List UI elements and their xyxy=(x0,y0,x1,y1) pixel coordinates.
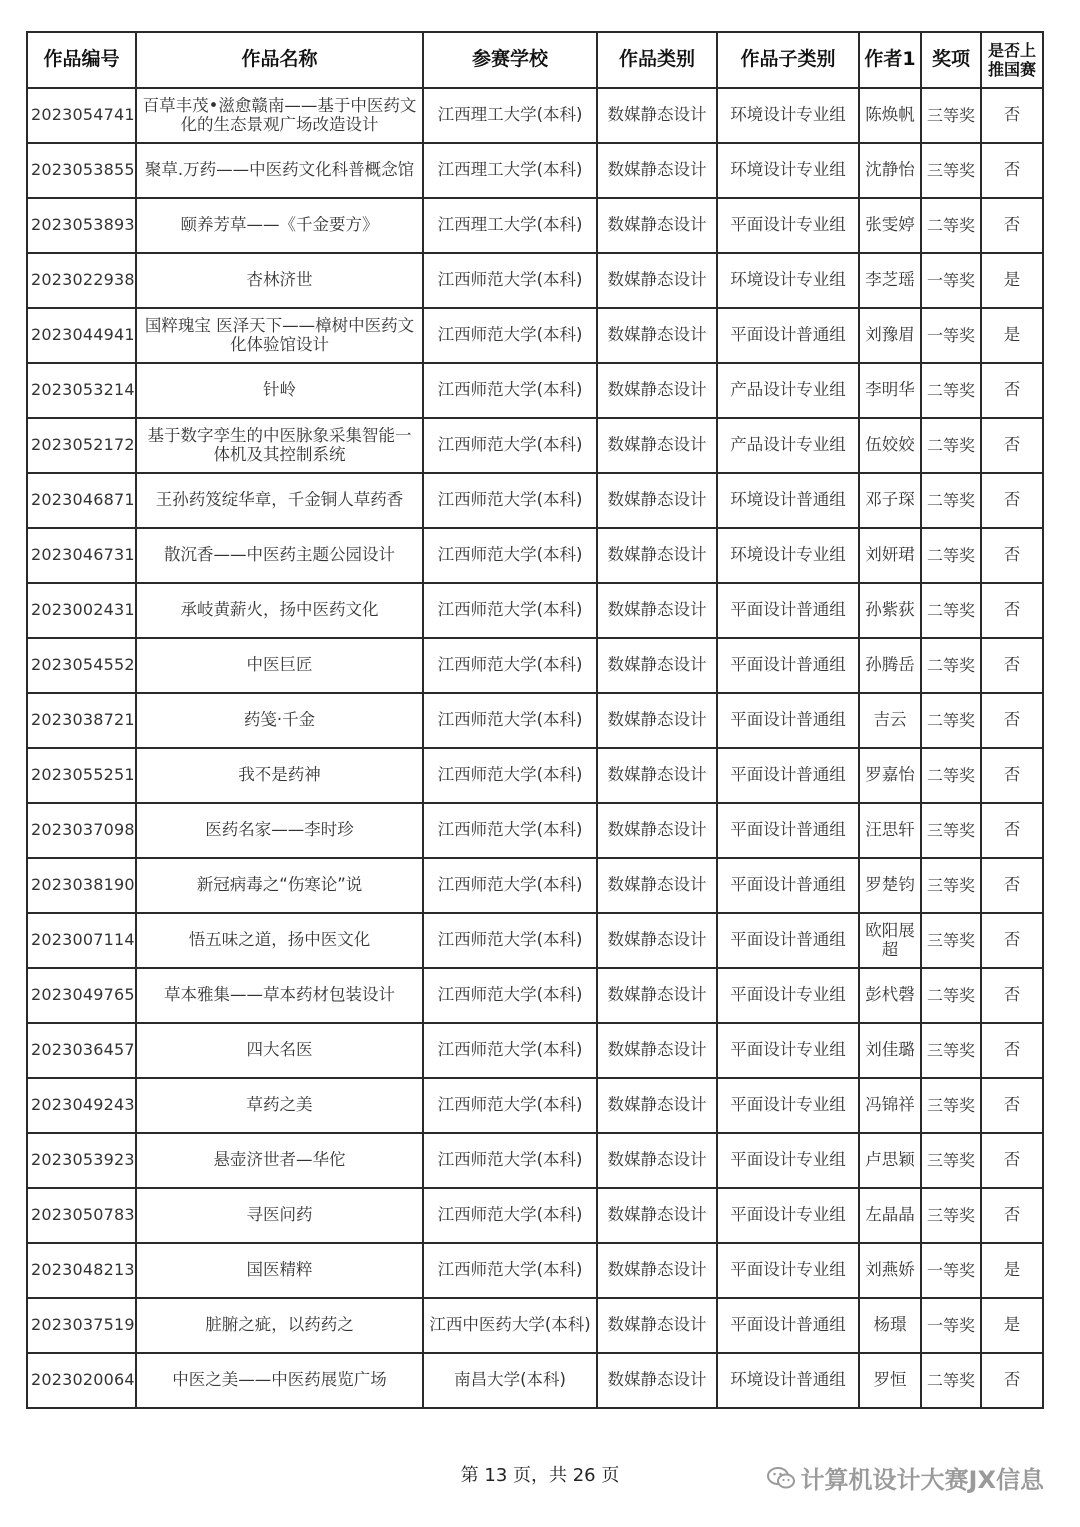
cell-category: 数媒静态设计 xyxy=(597,583,717,638)
table-row xyxy=(27,913,1043,968)
cell-school: 江西师范大学(本科) xyxy=(423,528,597,583)
cell-author: 李明华 xyxy=(859,363,921,418)
cell-national-promotion: 否 xyxy=(981,858,1043,913)
cell-author: 卢思颖 xyxy=(859,1133,921,1188)
cell-school: 江西理工大学(本科) xyxy=(423,143,597,198)
cell-work-name: 百草丰茂•滋愈赣南——基于中医药文化的生态景观广场改造设计 xyxy=(136,88,423,143)
watermark xyxy=(767,1460,1044,1495)
cell-work-name: 基于数字孪生的中医脉象采集智能一体机及其控制系统 xyxy=(136,418,423,473)
cell-work-name: 中医巨匠 xyxy=(136,638,423,693)
cell-school: 江西师范大学(本科) xyxy=(423,1243,597,1298)
cell-award: 二等奖 xyxy=(921,418,981,473)
table-row xyxy=(27,693,1043,748)
cell-school: 江西师范大学(本科) xyxy=(423,693,597,748)
cell-award: 二等奖 xyxy=(921,693,981,748)
cell-school: 江西师范大学(本科) xyxy=(423,748,597,803)
cell-work-name: 针岭 xyxy=(136,363,423,418)
table-row xyxy=(27,583,1043,638)
table-row xyxy=(27,253,1043,308)
cell-subcategory: 平面设计普通组 xyxy=(717,748,859,803)
table-row xyxy=(27,1298,1043,1353)
cell-work-id: 2023036457 xyxy=(27,1023,136,1078)
table-row xyxy=(27,528,1043,583)
cell-work-name: 颐养芳草——《千金要方》 xyxy=(136,198,423,253)
cell-national-promotion: 否 xyxy=(981,803,1043,858)
cell-award: 三等奖 xyxy=(921,143,981,198)
cell-category: 数媒静态设计 xyxy=(597,1188,717,1243)
cell-work-id: 2023053214 xyxy=(27,363,136,418)
cell-author: 杨璟 xyxy=(859,1298,921,1353)
cell-school: 江西师范大学(本科) xyxy=(423,473,597,528)
cell-work-name: 中医之美——中医药展览广场 xyxy=(136,1353,423,1408)
cell-category: 数媒静态设计 xyxy=(597,363,717,418)
cell-work-id: 2023044941 xyxy=(27,308,136,363)
cell-work-name: 聚草.万药——中医药文化科普概念馆 xyxy=(136,143,423,198)
cell-category: 数媒静态设计 xyxy=(597,1023,717,1078)
cell-category: 数媒静态设计 xyxy=(597,308,717,363)
cell-school: 江西师范大学(本科) xyxy=(423,913,597,968)
cell-school: 江西师范大学(本科) xyxy=(423,253,597,308)
cell-author: 孙腾岳 xyxy=(859,638,921,693)
cell-school: 江西中医药大学(本科) xyxy=(423,1298,597,1353)
cell-category: 数媒静态设计 xyxy=(597,473,717,528)
cell-subcategory: 环境设计专业组 xyxy=(717,528,859,583)
cell-school: 江西师范大学(本科) xyxy=(423,583,597,638)
cell-subcategory: 环境设计普通组 xyxy=(717,1353,859,1408)
header-category: 作品类别 xyxy=(597,32,717,88)
table-row xyxy=(27,1023,1043,1078)
table-row xyxy=(27,1188,1043,1243)
cell-category: 数媒静态设计 xyxy=(597,968,717,1023)
cell-school: 江西师范大学(本科) xyxy=(423,1133,597,1188)
table-row xyxy=(27,968,1043,1023)
cell-category: 数媒静态设计 xyxy=(597,1353,717,1408)
cell-national-promotion: 否 xyxy=(981,473,1043,528)
cell-work-name: 草药之美 xyxy=(136,1078,423,1133)
cell-author: 吉云 xyxy=(859,693,921,748)
cell-national-promotion: 否 xyxy=(981,968,1043,1023)
table-header-row xyxy=(27,32,1043,88)
cell-subcategory: 环境设计专业组 xyxy=(717,253,859,308)
cell-subcategory: 平面设计专业组 xyxy=(717,1023,859,1078)
cell-subcategory: 平面设计普通组 xyxy=(717,913,859,968)
header-school: 参赛学校 xyxy=(423,32,597,88)
cell-award: 一等奖 xyxy=(921,1243,981,1298)
cell-national-promotion: 否 xyxy=(981,528,1043,583)
cell-author: 刘佳璐 xyxy=(859,1023,921,1078)
cell-work-name: 王孙药笈绽华章，千金铜人草药香 xyxy=(136,473,423,528)
header-author: 作者1 xyxy=(859,32,921,88)
cell-author: 欧阳展超 xyxy=(859,913,921,968)
cell-work-name: 脏腑之疵，以药药之 xyxy=(136,1298,423,1353)
cell-work-id: 2023055251 xyxy=(27,748,136,803)
cell-work-id: 2023053855 xyxy=(27,143,136,198)
cell-award: 三等奖 xyxy=(921,858,981,913)
cell-work-id: 2023053893 xyxy=(27,198,136,253)
cell-award: 一等奖 xyxy=(921,308,981,363)
cell-category: 数媒静态设计 xyxy=(597,1243,717,1298)
cell-award: 三等奖 xyxy=(921,88,981,143)
cell-award: 三等奖 xyxy=(921,1078,981,1133)
table-row xyxy=(27,1078,1043,1133)
cell-national-promotion: 否 xyxy=(981,913,1043,968)
cell-award: 三等奖 xyxy=(921,1188,981,1243)
cell-subcategory: 平面设计普通组 xyxy=(717,638,859,693)
cell-work-name: 药笺·千金 xyxy=(136,693,423,748)
cell-subcategory: 平面设计专业组 xyxy=(717,968,859,1023)
cell-category: 数媒静态设计 xyxy=(597,1298,717,1353)
cell-award: 三等奖 xyxy=(921,1133,981,1188)
cell-work-id: 2023037098 xyxy=(27,803,136,858)
cell-national-promotion: 否 xyxy=(981,143,1043,198)
cell-award: 三等奖 xyxy=(921,913,981,968)
cell-category: 数媒静态设计 xyxy=(597,198,717,253)
cell-work-name: 草本雅集——草本药材包装设计 xyxy=(136,968,423,1023)
cell-category: 数媒静态设计 xyxy=(597,253,717,308)
table-row xyxy=(27,143,1043,198)
cell-national-promotion: 否 xyxy=(981,1353,1043,1408)
cell-subcategory: 平面设计专业组 xyxy=(717,1133,859,1188)
table-row xyxy=(27,803,1043,858)
cell-national-promotion: 是 xyxy=(981,1298,1043,1353)
cell-category: 数媒静态设计 xyxy=(597,913,717,968)
awards-table xyxy=(26,31,1044,1409)
wechat-icon xyxy=(767,1466,795,1490)
table-row xyxy=(27,198,1043,253)
cell-author: 罗恒 xyxy=(859,1353,921,1408)
cell-work-name: 散沉香——中医药主题公园设计 xyxy=(136,528,423,583)
cell-subcategory: 平面设计普通组 xyxy=(717,803,859,858)
cell-award: 二等奖 xyxy=(921,1353,981,1408)
cell-national-promotion: 否 xyxy=(981,418,1043,473)
cell-work-id: 2023038190 xyxy=(27,858,136,913)
cell-national-promotion: 否 xyxy=(981,88,1043,143)
cell-author: 刘豫眉 xyxy=(859,308,921,363)
cell-author: 孙紫荻 xyxy=(859,583,921,638)
table-row xyxy=(27,1133,1043,1188)
watermark-text: 计算机设计大赛JX信息 xyxy=(800,1466,1044,1494)
cell-national-promotion: 是 xyxy=(981,253,1043,308)
cell-subcategory: 平面设计普通组 xyxy=(717,1298,859,1353)
cell-school: 江西师范大学(本科) xyxy=(423,308,597,363)
cell-national-promotion: 否 xyxy=(981,583,1043,638)
cell-subcategory: 平面设计普通组 xyxy=(717,583,859,638)
cell-category: 数媒静态设计 xyxy=(597,1133,717,1188)
cell-school: 江西师范大学(本科) xyxy=(423,858,597,913)
cell-author: 冯锦祥 xyxy=(859,1078,921,1133)
table-row xyxy=(27,1353,1043,1408)
cell-subcategory: 平面设计专业组 xyxy=(717,1078,859,1133)
cell-work-id: 2023048213 xyxy=(27,1243,136,1298)
cell-subcategory: 环境设计专业组 xyxy=(717,143,859,198)
cell-award: 二等奖 xyxy=(921,638,981,693)
cell-subcategory: 环境设计专业组 xyxy=(717,88,859,143)
cell-work-id: 2023049765 xyxy=(27,968,136,1023)
cell-subcategory: 产品设计专业组 xyxy=(717,418,859,473)
cell-subcategory: 产品设计专业组 xyxy=(717,363,859,418)
cell-subcategory: 环境设计普通组 xyxy=(717,473,859,528)
table-row xyxy=(27,748,1043,803)
cell-work-id: 2023022938 xyxy=(27,253,136,308)
cell-category: 数媒静态设计 xyxy=(597,88,717,143)
table-row xyxy=(27,473,1043,528)
cell-award: 二等奖 xyxy=(921,363,981,418)
cell-national-promotion: 否 xyxy=(981,1133,1043,1188)
cell-author: 张雯婷 xyxy=(859,198,921,253)
cell-school: 江西师范大学(本科) xyxy=(423,1078,597,1133)
header-work-id: 作品编号 xyxy=(27,32,136,88)
cell-school: 江西师范大学(本科) xyxy=(423,418,597,473)
cell-school: 南昌大学(本科) xyxy=(423,1353,597,1408)
cell-author: 罗楚钧 xyxy=(859,858,921,913)
cell-award: 二等奖 xyxy=(921,473,981,528)
cell-subcategory: 平面设计普通组 xyxy=(717,858,859,913)
cell-work-name: 国粹瑰宝 医泽天下——樟树中医药文化体验馆设计 xyxy=(136,308,423,363)
cell-national-promotion: 否 xyxy=(981,1188,1043,1243)
cell-author: 刘燕娇 xyxy=(859,1243,921,1298)
cell-work-id: 2023020064 xyxy=(27,1353,136,1408)
cell-author: 沈静怡 xyxy=(859,143,921,198)
cell-work-name: 四大名医 xyxy=(136,1023,423,1078)
cell-national-promotion: 否 xyxy=(981,198,1043,253)
header-work-name: 作品名称 xyxy=(136,32,423,88)
cell-award: 二等奖 xyxy=(921,968,981,1023)
cell-category: 数媒静态设计 xyxy=(597,748,717,803)
cell-author: 邓子琛 xyxy=(859,473,921,528)
cell-work-id: 2023007114 xyxy=(27,913,136,968)
cell-work-name: 承岐黄薪火，扬中医药文化 xyxy=(136,583,423,638)
cell-author: 李芝瑶 xyxy=(859,253,921,308)
cell-work-id: 2023054552 xyxy=(27,638,136,693)
cell-national-promotion: 否 xyxy=(981,363,1043,418)
table-row xyxy=(27,88,1043,143)
cell-work-id: 2023049243 xyxy=(27,1078,136,1133)
cell-subcategory: 平面设计普通组 xyxy=(717,308,859,363)
cell-award: 三等奖 xyxy=(921,1023,981,1078)
cell-work-id: 2023053923 xyxy=(27,1133,136,1188)
cell-work-id: 2023046731 xyxy=(27,528,136,583)
cell-subcategory: 平面设计专业组 xyxy=(717,1243,859,1298)
cell-national-promotion: 否 xyxy=(981,748,1043,803)
cell-author: 刘妍珺 xyxy=(859,528,921,583)
cell-school: 江西理工大学(本科) xyxy=(423,198,597,253)
cell-national-promotion: 否 xyxy=(981,1023,1043,1078)
cell-school: 江西师范大学(本科) xyxy=(423,363,597,418)
cell-work-name: 我不是药神 xyxy=(136,748,423,803)
cell-award: 二等奖 xyxy=(921,198,981,253)
cell-author: 罗嘉怡 xyxy=(859,748,921,803)
cell-work-id: 2023050783 xyxy=(27,1188,136,1243)
header-national-promotion: 是否上推国赛 xyxy=(981,32,1043,88)
cell-work-id: 2023037519 xyxy=(27,1298,136,1353)
header-subcategory: 作品子类别 xyxy=(717,32,859,88)
table-row xyxy=(27,363,1043,418)
cell-author: 伍姣姣 xyxy=(859,418,921,473)
cell-school: 江西师范大学(本科) xyxy=(423,968,597,1023)
cell-category: 数媒静态设计 xyxy=(597,638,717,693)
table-row xyxy=(27,308,1043,363)
table-row xyxy=(27,638,1043,693)
cell-award: 一等奖 xyxy=(921,253,981,308)
cell-award: 一等奖 xyxy=(921,1298,981,1353)
cell-national-promotion: 否 xyxy=(981,638,1043,693)
cell-category: 数媒静态设计 xyxy=(597,1078,717,1133)
cell-category: 数媒静态设计 xyxy=(597,803,717,858)
cell-category: 数媒静态设计 xyxy=(597,143,717,198)
cell-work-name: 杏林济世 xyxy=(136,253,423,308)
cell-national-promotion: 否 xyxy=(981,693,1043,748)
table-row xyxy=(27,858,1043,913)
cell-work-name: 新冠病毒之“伤寒论”说 xyxy=(136,858,423,913)
cell-category: 数媒静态设计 xyxy=(597,693,717,748)
cell-work-id: 2023054741 xyxy=(27,88,136,143)
cell-work-name: 悬壶济世者—华佗 xyxy=(136,1133,423,1188)
cell-work-name: 国医精粹 xyxy=(136,1243,423,1298)
header-award: 奖项 xyxy=(921,32,981,88)
cell-work-id: 2023052172 xyxy=(27,418,136,473)
page-number: 第 13 页，共 26 页 xyxy=(460,1465,620,1486)
cell-award: 二等奖 xyxy=(921,583,981,638)
cell-category: 数媒静态设计 xyxy=(597,418,717,473)
cell-category: 数媒静态设计 xyxy=(597,858,717,913)
cell-award: 二等奖 xyxy=(921,748,981,803)
cell-award: 二等奖 xyxy=(921,528,981,583)
cell-school: 江西师范大学(本科) xyxy=(423,1023,597,1078)
cell-author: 左晶晶 xyxy=(859,1188,921,1243)
cell-award: 三等奖 xyxy=(921,803,981,858)
cell-national-promotion: 否 xyxy=(981,1078,1043,1133)
cell-work-name: 医药名家——李时珍 xyxy=(136,803,423,858)
table-row xyxy=(27,418,1043,473)
cell-work-id: 2023046871 xyxy=(27,473,136,528)
cell-national-promotion: 是 xyxy=(981,1243,1043,1298)
cell-author: 彭杙磬 xyxy=(859,968,921,1023)
cell-school: 江西师范大学(本科) xyxy=(423,638,597,693)
cell-school: 江西理工大学(本科) xyxy=(423,88,597,143)
cell-work-id: 2023002431 xyxy=(27,583,136,638)
cell-work-name: 寻医问药 xyxy=(136,1188,423,1243)
cell-subcategory: 平面设计普通组 xyxy=(717,693,859,748)
cell-subcategory: 平面设计专业组 xyxy=(717,198,859,253)
cell-subcategory: 平面设计专业组 xyxy=(717,1188,859,1243)
cell-author: 陈焕帆 xyxy=(859,88,921,143)
cell-author: 汪思轩 xyxy=(859,803,921,858)
cell-school: 江西师范大学(本科) xyxy=(423,1188,597,1243)
cell-school: 江西师范大学(本科) xyxy=(423,803,597,858)
cell-category: 数媒静态设计 xyxy=(597,528,717,583)
cell-national-promotion: 是 xyxy=(981,308,1043,363)
table-row xyxy=(27,1243,1043,1298)
cell-work-id: 2023038721 xyxy=(27,693,136,748)
cell-work-name: 悟五味之道，扬中医文化 xyxy=(136,913,423,968)
